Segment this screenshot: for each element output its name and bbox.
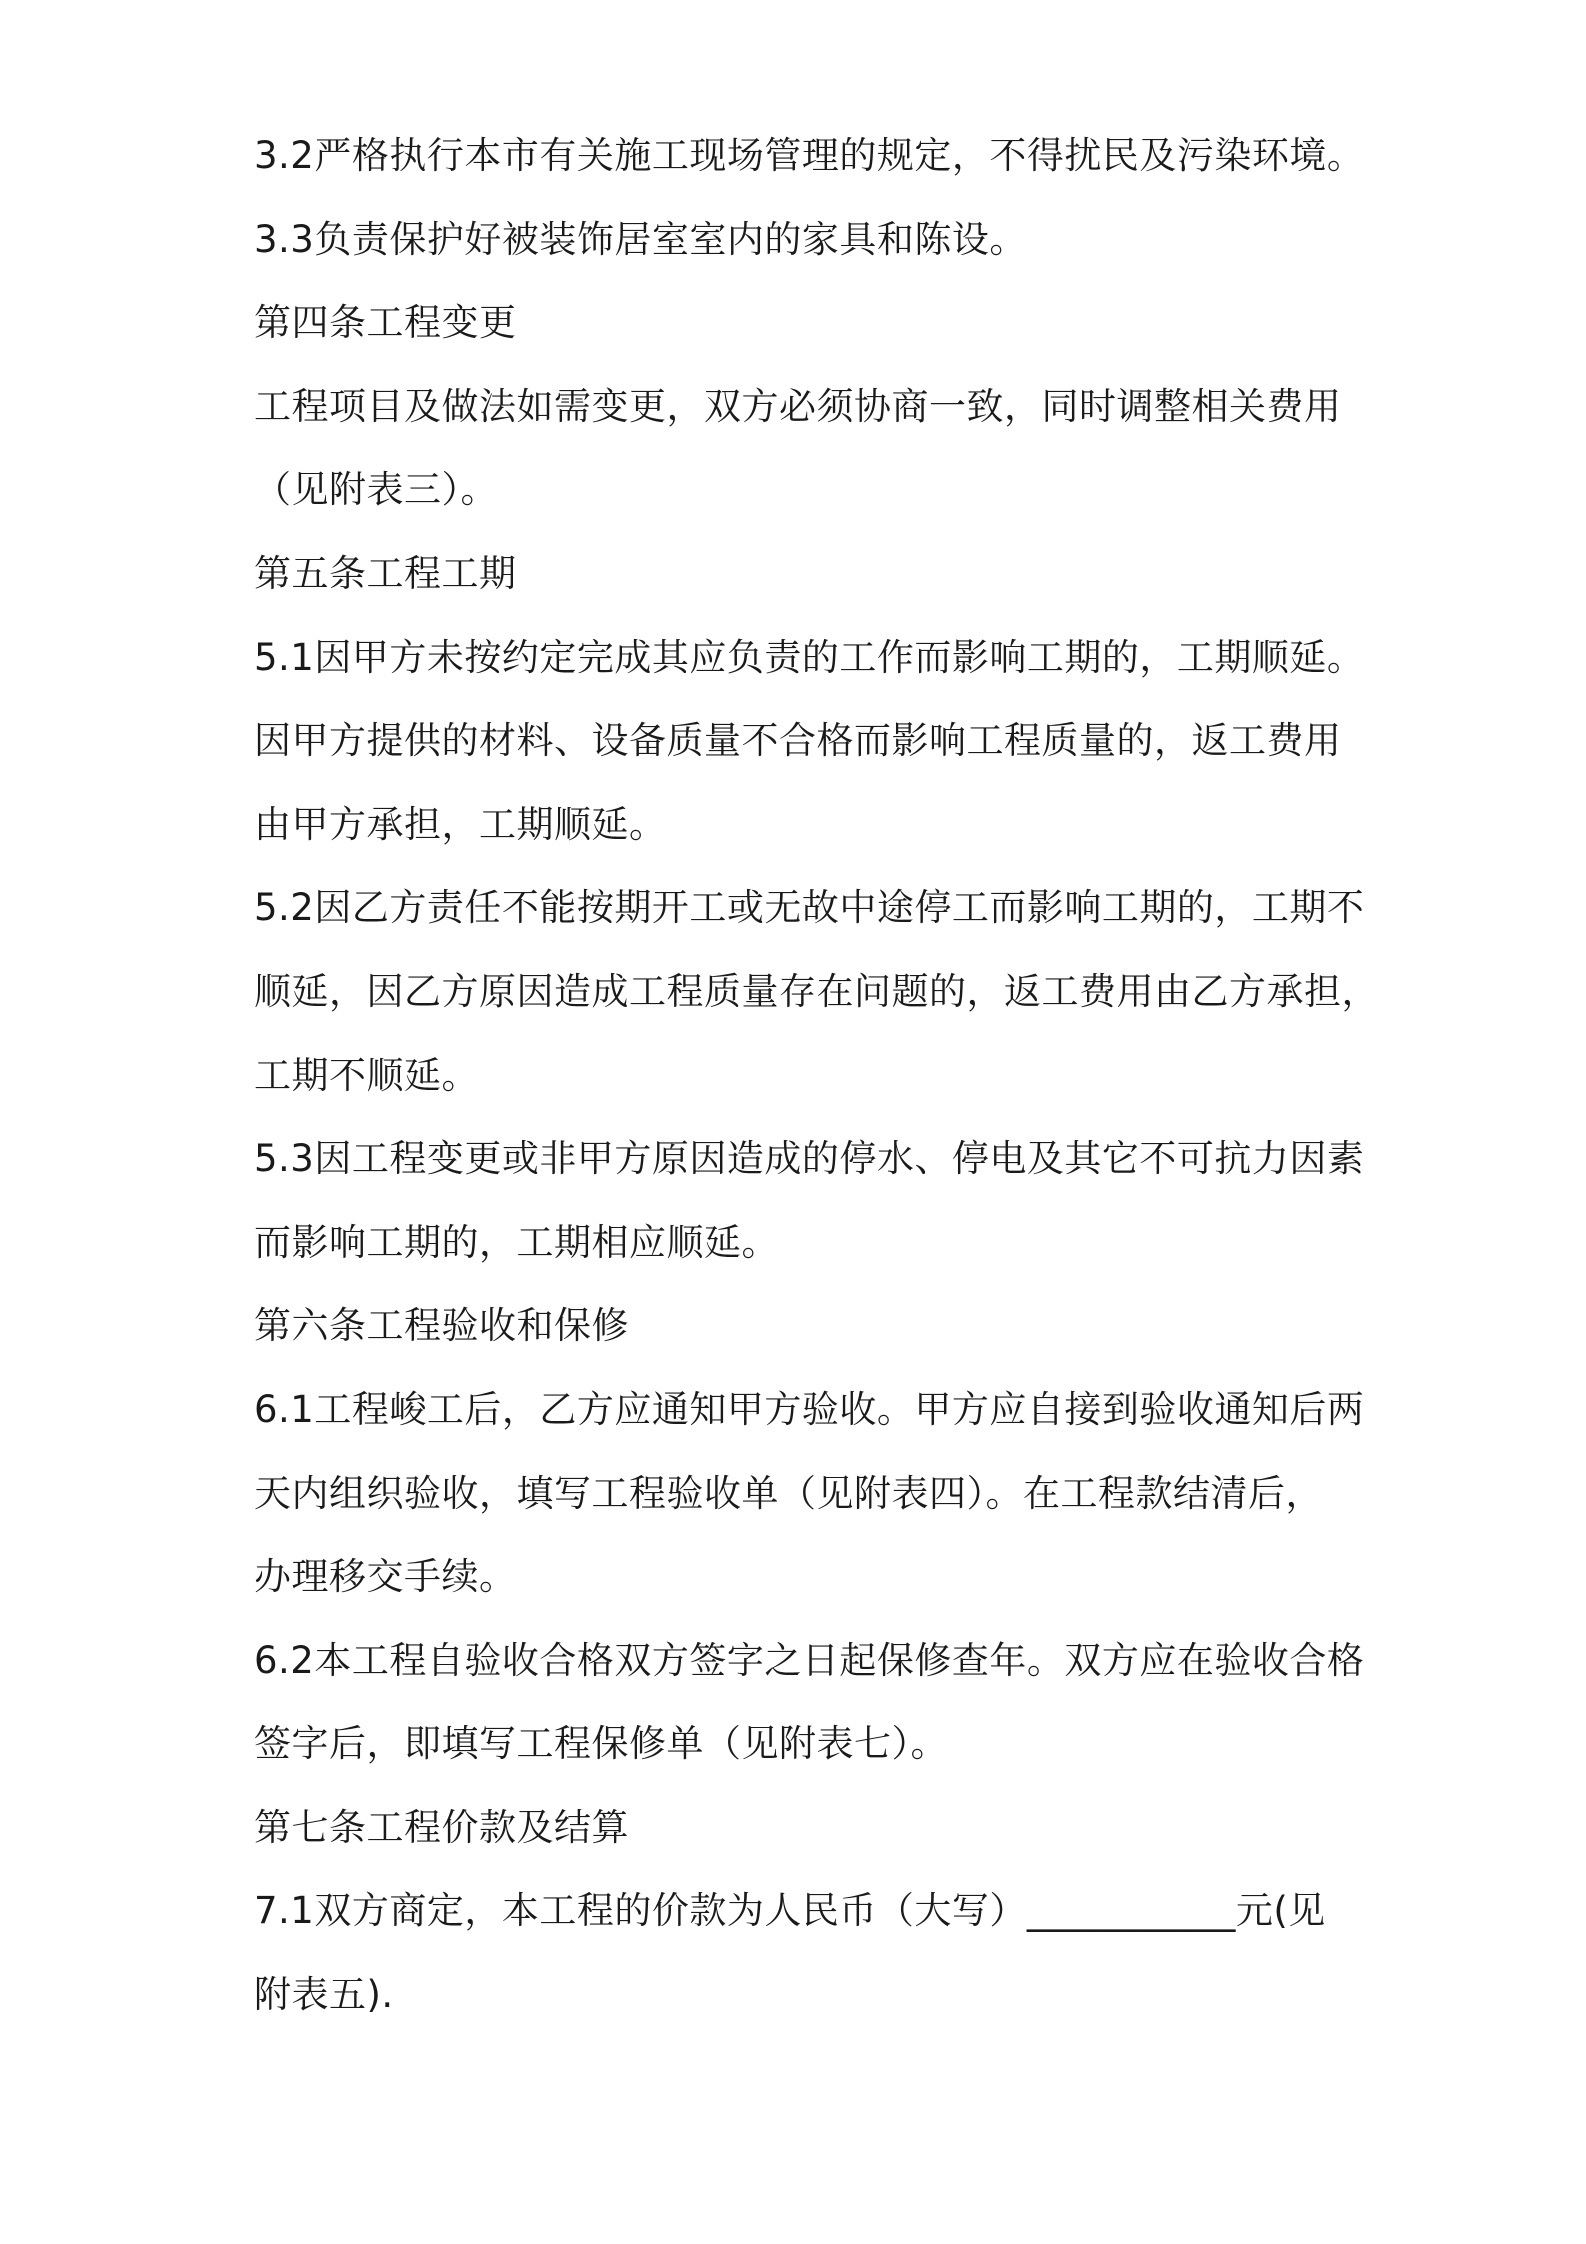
article-4-text-line-1: 工程项目及做法如需变更，双方必须协商一致，同时调整相关费用 bbox=[254, 384, 1342, 428]
article-4-heading: 第四条工程变更 bbox=[254, 301, 517, 345]
document-body bbox=[254, 124, 1379, 2047]
clause-5-1-line-2: 因甲方提供的材料、设备质量不合格而影响工程质量的，返工费用 bbox=[254, 719, 1342, 763]
clause-5-2-line-2: 顺延，因乙方原因造成工程质量存在问题的，返工费用由乙方承担， bbox=[254, 969, 1379, 1013]
clause-5-3-line-2: 而影响工期的，工期相应顺延。 bbox=[254, 1220, 779, 1264]
article-4-text-line-2: （见附表三）。 bbox=[254, 468, 498, 512]
clause-6-2-line-1: 6.2本工程自验收合格双方签字之日起保修查年。双方应在验收合格 bbox=[254, 1638, 1365, 1682]
clause-5-1-line-3: 由甲方承担，工期顺延。 bbox=[254, 802, 667, 846]
clause-6-1-line-2: 天内组织验收，填写工程验收单（见附表四）。在工程款结清后， bbox=[254, 1471, 1323, 1515]
clause-5-2-line-3: 工期不顺延。 bbox=[254, 1053, 479, 1097]
clause-7-1-line-1: 7.1双方商定，本工程的价款为人民币（大写）___________元(见 bbox=[254, 1889, 1326, 1933]
clause-5-1-line-1: 5.1因甲方未按约定完成其应负责的工作而影响工期的，工期顺延。 bbox=[254, 635, 1365, 679]
clause-6-1-line-3: 办理移交手续。 bbox=[254, 1555, 517, 1599]
article-7-heading: 第七条工程价款及结算 bbox=[254, 1805, 629, 1849]
clause-6-2-line-2: 签字后，即填写工程保修单（见附表七）。 bbox=[254, 1722, 948, 1766]
article-5-heading: 第五条工程工期 bbox=[254, 551, 517, 595]
clause-3-3-text: 3.3负责保护好被装饰居室室内的家具和陈设。 bbox=[254, 217, 1027, 261]
clause-7-1-line-2: 附表五). bbox=[254, 1973, 394, 2017]
clause-5-2-line-1: 5.2因乙方责任不能按期开工或无故中途停工而影响工期的，工期不 bbox=[254, 886, 1365, 930]
clause-5-3-line-1: 5.3因工程变更或非甲方原因造成的停水、停电及其它不可抗力因素 bbox=[254, 1137, 1365, 1181]
clause-3-2-text: 3.2严格执行本市有关施工现场管理的规定，不得扰民及污染环境。 bbox=[254, 134, 1365, 177]
article-6-heading: 第六条工程验收和保修 bbox=[254, 1304, 629, 1348]
clause-6-1-line-1: 6.1工程峻工后，乙方应通知甲方验收。甲方应自接到验收通知后两 bbox=[254, 1387, 1365, 1431]
